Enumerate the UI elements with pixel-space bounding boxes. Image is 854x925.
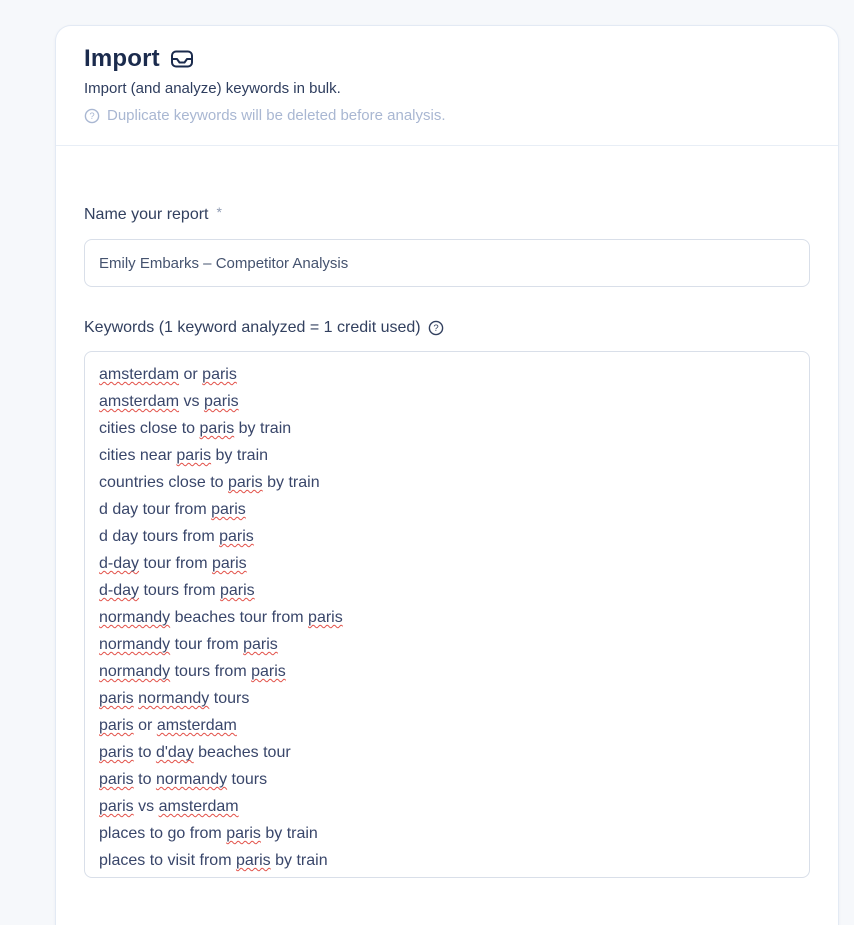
misspelled-word: paris [308,609,343,626]
card-body [56,146,838,878]
misspelled-word: paris [243,636,278,653]
keyword-line: places to visit from paris by train [99,852,328,869]
misspelled-word: paris [199,420,235,437]
report-name-label [84,206,810,224]
keyword-line: amsterdam vs paris [99,393,239,410]
keyword-line: normandy tour from paris [99,636,278,653]
misspelled-word: paris [226,825,261,842]
misspelled-word: paris [211,501,246,518]
help-circle-icon [84,108,100,124]
misspelled-word: paris [203,393,239,410]
keyword-line: paris normandy tours [99,690,250,707]
misspelled-word: paris [227,474,263,491]
misspelled-word: paris [99,771,134,788]
keyword-line: paris to d'day beaches tour [99,744,291,761]
misspelled-word: amsterdam [158,798,239,815]
keyword-line: paris or amsterdam [99,717,237,734]
svg-text:?: ? [432,323,439,335]
svg-text:?: ? [89,111,95,123]
misspelled-word: amsterdam [99,366,180,383]
keyword-line: paris vs amsterdam [99,798,239,815]
keyword-line: d day tour from paris [99,501,246,518]
misspelled-word: paris [99,744,134,761]
keywords-label [84,319,810,337]
keyword-line: cities close to paris by train [99,420,292,437]
report-name-label-text: Name your report [84,206,209,223]
misspelled-word: paris [99,717,134,734]
misspelled-word: normandy [99,636,171,653]
misspelled-word: normandy [138,690,210,707]
keyword-line: d-day tour from paris [99,555,247,572]
keyword-line: paris to normandy tours [99,771,268,788]
duplicate-note [84,107,810,125]
keyword-line: places to go from paris by train [99,825,318,842]
title-row [84,45,810,73]
misspelled-word: normandy [155,771,228,788]
misspelled-word: d-day [99,555,140,572]
misspelled-word: paris [202,366,237,383]
inbox-icon [170,47,194,71]
import-card [55,25,839,925]
report-name-input[interactable] [84,239,810,287]
keyword-line: normandy beaches tour from paris [99,609,343,626]
keyword-line: normandy tours from paris [99,663,286,680]
help-circle-icon[interactable] [428,320,444,336]
duplicate-note-text: Duplicate keywords will be deleted before analysis. [107,107,446,124]
keyword-line: cities near paris by train [99,447,269,464]
keywords-textarea[interactable] [84,351,810,878]
misspelled-word: amsterdam [99,393,180,410]
misspelled-word: d'day [155,744,194,761]
keyword-line: d day tours from paris [99,528,254,545]
misspelled-word: paris [211,555,247,572]
misspelled-word: paris [251,663,286,680]
keywords-label-text: Keywords (1 keyword analyzed = 1 credit used) [84,319,421,336]
misspelled-word: paris [219,582,255,599]
misspelled-word: paris [235,852,271,869]
misspelled-word: paris [99,690,134,707]
page-subtitle: Import (and analyze) keywords in bulk. [84,80,341,97]
misspelled-word: d-day [99,582,140,599]
required-marker: * [216,204,222,220]
misspelled-word: amsterdam [156,717,237,734]
misspelled-word: paris [176,447,212,464]
keyword-line: amsterdam or paris [99,366,237,383]
card-header [56,26,838,145]
misspelled-word: paris [219,528,254,545]
misspelled-word: normandy [99,609,171,626]
keyword-line: countries close to paris by train [99,474,320,491]
misspelled-word: normandy [99,663,171,680]
misspelled-word: paris [99,798,134,815]
page-title: Import [84,45,160,72]
keyword-line: d-day tours from paris [99,582,255,599]
